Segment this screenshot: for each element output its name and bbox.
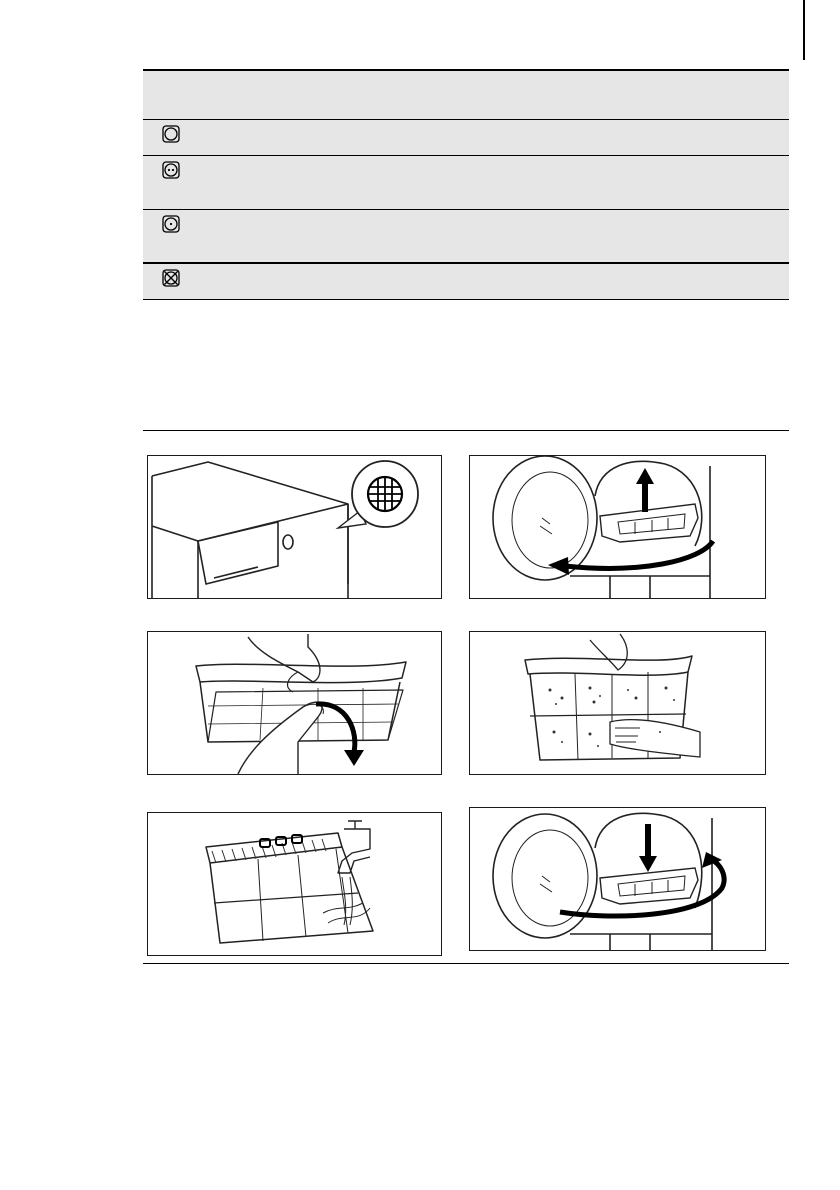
open-filter-drawing [148,632,441,774]
filter-indicator-illustration [147,455,442,599]
reinsert-filter-drawing [470,808,765,950]
open-door-remove-filter-illustration [469,455,766,599]
row-description [185,156,789,210]
symbol-cell [143,263,185,300]
open-filter-illustration [147,631,442,775]
table-row [143,120,789,156]
tumble-dry-icon [162,125,180,143]
care-symbols-table [143,69,789,300]
rinse-filter-drawing [148,813,441,955]
row-description [185,263,789,300]
rinse-filter-under-tap-illustration [147,812,442,956]
table-row [143,263,789,300]
filter-indicator-callout [338,461,418,528]
do-not-tumble-dry-icon [162,269,180,287]
crop-mark [803,0,805,60]
clean-filter-by-hand-illustration [469,631,766,775]
tumble-dry-low-temperature-icon [162,215,180,233]
dryer-with-filter-indicator-drawing [148,456,441,598]
symbol-cell [143,210,185,264]
section-divider [143,430,789,431]
tumble-dry-normal-temperature-icon [162,161,180,179]
section-divider [143,963,789,964]
table-row [143,210,789,264]
table-row [143,156,789,210]
symbol-cell [143,156,185,210]
remove-filter-drawing [470,456,765,598]
row-description [185,210,789,264]
clean-filter-drawing [470,632,765,774]
reinsert-filter-close-door-illustration [469,807,766,951]
table-header-row [143,70,789,120]
row-description [185,120,789,156]
table-header [143,70,789,120]
symbol-cell [143,120,185,156]
